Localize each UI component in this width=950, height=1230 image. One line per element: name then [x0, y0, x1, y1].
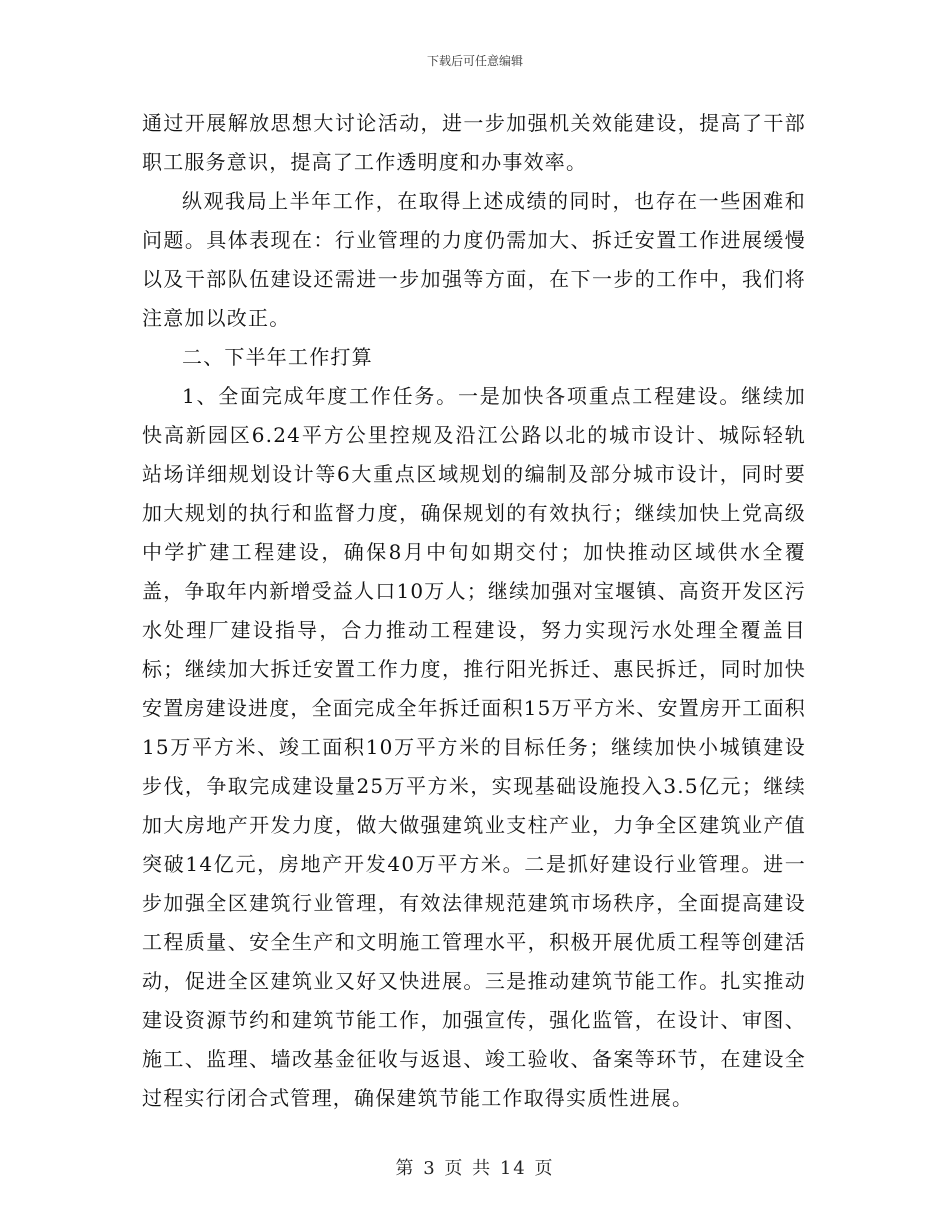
page-header: 下载后可任意编辑 [426, 54, 523, 68]
section-heading: 二、下半年工作打算 [182, 345, 373, 369]
paragraph-problems: 纵观我局上半年工作，在取得上述成绩的同时，也存在一些困难和问题。具体表现在：行业管理的力度仍需加大、拆迁安置工作进展缓慢以及干部队伍建设还需进一步加强等方面，在下一步的工作中，我们将注意加以改正。 [142, 189, 806, 330]
page-number: 第 3 页 共 14 页 [395, 1158, 555, 1179]
document-body [142, 104, 806, 1118]
paragraph-tasks: 1、全面完成年度工作任务。一是加快各项重点工程建设。继续加快高新园区6.24平方公里控规及沿江公路以北的城市设计、城际轻轨站场详细规划设计等6大重点区域规划的编制及部分城市设计，同时要加大规划的执行和监督力度，确保规划的有效执行；继续加快上党高级中学扩建工程建设，确保8月中旬如期交付；加快推动区域供水全覆盖，争取年内新增受益人口10万人；继续加强对宝堰镇、高资开发区污水处理厂建设指导，合力推动工程建设，努力实现污水处理全覆盖目标；继续加大拆迁安置工作力度，推行阳光拆迁、惠民拆迁，同时加快安置房建设进度，全面完成全年拆迁面积15万平方米、安置房开工面积15万平方米、竣工面积10万平方米的目标任务；继续加快小城镇建设步伐，争取完成建设量25万平方米，实现基础设施投入3.5亿元；继续加大房地产开发力度，做大做强建筑业支柱产业，力争全区建筑业产值突破14亿元，房地产开发40万平方米。二是抓好建设行业管理。进一步加强全区建筑行业管理，有效法律规范建筑市场秩序，全面提高建设工程质量、安全生产和文明施工管理水平，积极开展优质工程等创建活动，促进全区建筑业又好又快进展。三是推动建筑节能工作。扎实推动建设资源节约和建筑节能工作，加强宣传，强化监管，在设计、审图、施工、监理、墙改基金征收与返退、竣工验收、备案等环节，在建设全过程实行闭合式管理，确保建筑节能工作取得实质性进展。 [142, 384, 806, 1110]
paragraph-continuation: 通过开展解放思想大讨论活动，进一步加强机关效能建设，提高了干部职工服务意识，提高了工作透明度和办事效率。 [142, 111, 806, 174]
